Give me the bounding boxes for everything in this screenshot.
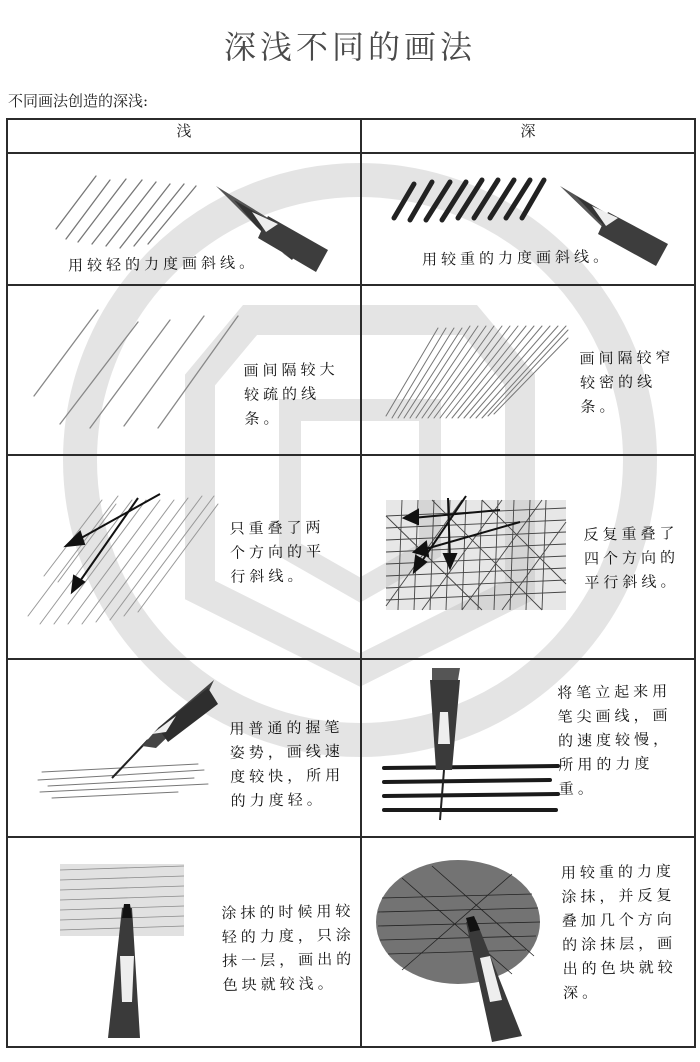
table-row [7,837,695,1047]
cell-dark-1 [361,153,695,285]
caption-light-5: 涂抹的时候用较 轻的力度，只涂 抹一层，画出的 色块就较浅。 [221,901,356,995]
cell-dark-3 [361,455,695,659]
table-row [7,285,695,455]
column-header-dark: 深 [361,119,695,153]
shading-comparison-table [6,118,696,1048]
cell-dark-5 [361,837,695,1047]
caption-light-4: 用普通的握笔 姿势，画线速 度较快，所用 的力度轻。 [229,718,345,810]
pencil-icon [112,680,218,778]
caption-dark-5: 用较重的力度 涂抹，并反复 叠加几个方向 的涂抹层，画 出的色块就较 深。 [560,862,677,1002]
caption-light-3: 只重叠了两 个方向的平 行斜线。 [229,518,326,586]
caption-dark-1: 用较重的力度画斜线。 [421,247,613,269]
cell-dark-4 [361,659,695,837]
page-title: 深浅不同的画法 [223,28,476,66]
caption-light-1: 用较轻的力度画斜线。 [67,253,259,275]
table-row [7,659,695,837]
page-subtitle: 不同画法创造的深浅: [8,92,149,110]
cell-dark-2 [361,285,695,455]
caption-dark-3: 反复重叠了 四个方向的 平行斜线。 [583,524,680,592]
caption-light-2: 画间隔较大 较疏的线 条。 [243,360,339,428]
cell-light-2 [7,285,361,455]
cell-light-4 [7,659,361,837]
cell-light-1 [7,153,361,285]
table-header-row [7,119,695,153]
cell-light-5 [7,837,361,1047]
cell-light-3 [7,455,361,659]
table-row [7,153,695,285]
table-row [7,455,695,659]
caption-dark-4: 将笔立起来用 笔尖画线，画 的速度较慢， 所用的力度 重。 [557,682,673,798]
caption-dark-2: 画间隔较窄 较密的线 条。 [579,348,675,416]
column-header-light: 浅 [7,119,361,153]
